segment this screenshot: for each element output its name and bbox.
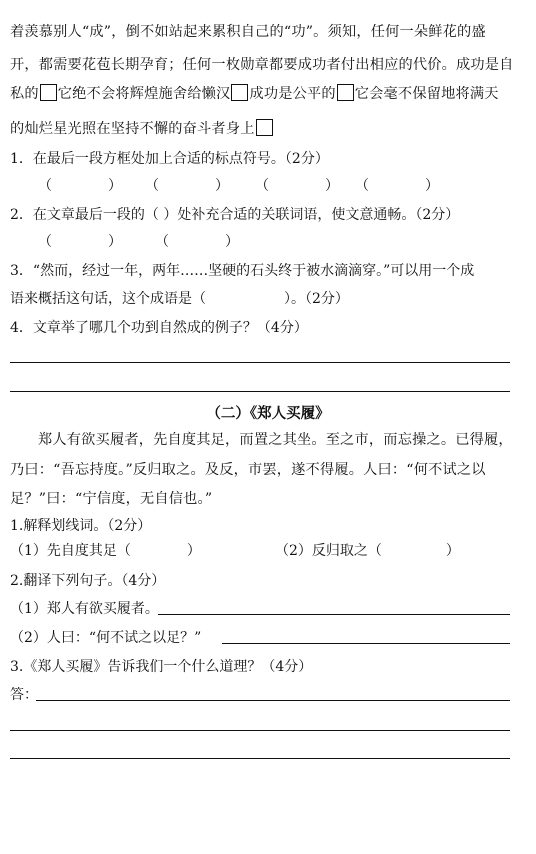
question-2: 2．在文章最后一段的（ ）处补充合适的关联词语，使文意通畅。（2分） <box>10 207 460 223</box>
classical-text-line-1: 郑人有欲买履者，先自度其足，而置之其坐。至之市，而忘操之。已得履， <box>38 432 513 448</box>
section2-question-3: 3.《郑人买履》告诉我们一个什么道理？（4分） <box>10 659 313 675</box>
word-explain-b-label: （2）反归取之（ <box>275 543 382 559</box>
answer-blank[interactable]: （ ） <box>38 234 122 250</box>
classical-text-line-3: 足？”曰：“宁信度，无自信也。” <box>10 491 213 507</box>
answer-blank[interactable]: （ ） <box>255 178 339 194</box>
answer-line[interactable] <box>10 362 510 363</box>
translate-a-line[interactable] <box>158 614 510 615</box>
passage-text: 它绝不会将辉煌施舍给懒汉 <box>57 86 231 102</box>
answer-line[interactable] <box>10 730 510 731</box>
passage-line-1: 着羡慕别人“成”，倒不如站起来累积自己的“功”。须知，任何一朵鲜花的盛 <box>10 24 486 40</box>
section2-question-1: 1.解释划线词。（2分） <box>10 518 152 534</box>
bracket: ） <box>445 543 460 559</box>
section2-question-2: 2.翻译下列句子。（4分） <box>10 573 166 589</box>
punctuation-box-3[interactable] <box>337 84 354 101</box>
translate-a-label: （1）郑人有欲买履者。 <box>10 601 159 617</box>
question-1: 1．在最后一段方框处加上合适的标点符号。（2分） <box>10 151 329 167</box>
word-explain-a <box>10 541 201 561</box>
punctuation-box-4[interactable] <box>256 119 273 136</box>
passage-text: 成功是公平的 <box>249 86 336 102</box>
question-3-text: ）。（2分） <box>284 291 349 307</box>
word-explain-b <box>275 541 460 561</box>
word-explain-a-label: （1）先自度其足（ <box>10 543 131 559</box>
translate-b-line[interactable] <box>222 643 510 644</box>
punctuation-box-2[interactable] <box>231 84 248 101</box>
passage-text: 它会毫不保留地将满天 <box>354 86 499 102</box>
question-3-text: 语来概括这句话，这个成语是（ <box>10 291 206 307</box>
passage-line-3 <box>10 84 499 104</box>
answer-line[interactable] <box>10 758 510 759</box>
answer-line[interactable] <box>36 700 510 701</box>
section-title: （二）《郑人买履》 <box>206 405 330 422</box>
translate-b-label: （2）人曰：“何不试之以足？” <box>10 630 202 646</box>
answer-line[interactable] <box>10 391 510 392</box>
answer-blank[interactable]: （ ） <box>145 178 229 194</box>
answer-label: 答： <box>10 687 38 703</box>
bracket: ） <box>186 543 201 559</box>
question-3-line-1: 3．“然而，经过一年，两年……坚硬的石头终于被水滴滴穿。”可以用一个成 <box>10 263 475 279</box>
question-4: 4．文章举了哪几个功到自然成的例子？（4分） <box>10 320 308 336</box>
passage-text: 的灿烂星光照在坚持不懈的奋斗者身上 <box>10 121 255 137</box>
passage-line-2: 开，都需要花苞长期孕育；任何一枚勋章都要成功者付出相应的代价。成功是自 <box>10 57 514 73</box>
punctuation-box-1[interactable] <box>40 84 57 101</box>
passage-line-4 <box>10 119 274 139</box>
question-3-line-2 <box>10 289 349 309</box>
classical-text-line-2: 乃曰：“吾忘持度。”反归取之。及反，市罢，遂不得履。人曰：“何不试之以 <box>10 462 486 478</box>
answer-blank[interactable]: （ ） <box>155 234 239 250</box>
answer-blank[interactable]: （ ） <box>355 178 439 194</box>
passage-text: 私的 <box>10 86 39 102</box>
answer-blank[interactable]: （ ） <box>38 178 122 194</box>
